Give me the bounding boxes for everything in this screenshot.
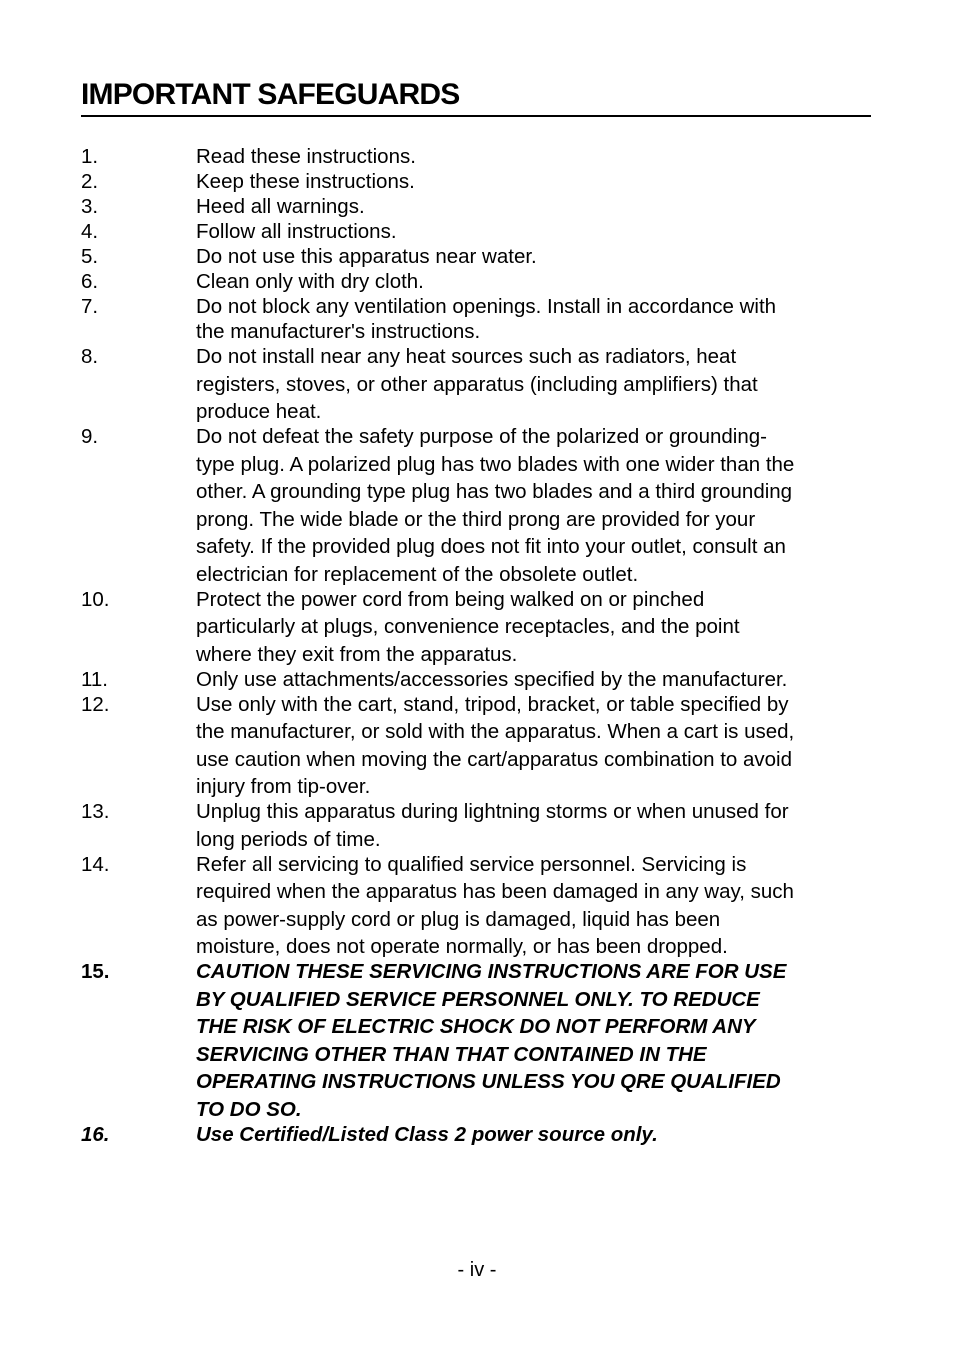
list-item xyxy=(81,692,871,800)
item-text: Unplug this apparatus during lightning storms or when unused for xyxy=(196,800,789,823)
item-text: type plug. A polarized plug has two blades with one wider than the xyxy=(196,452,795,476)
item-text: Use only with the cart, stand, tripod, bracket, or table specified by xyxy=(196,692,789,716)
item-number: 7. xyxy=(81,295,99,318)
list-item xyxy=(81,219,871,244)
list-item xyxy=(81,424,871,587)
item-text: Follow all instructions. xyxy=(196,220,397,243)
item-text: the manufacturer's instructions. xyxy=(196,320,481,343)
power-source-item xyxy=(81,1122,871,1147)
item-text: Clean only with dry cloth. xyxy=(196,270,424,293)
item-text: Do not defeat the safety purpose of the polarized or grounding- xyxy=(196,425,767,448)
item-text: particularly at plugs, convenience receptacles, and the point xyxy=(196,615,740,638)
list-item xyxy=(81,244,871,269)
item-text: SERVICING OTHER THAN THAT CONTAINED IN THE xyxy=(196,1042,707,1066)
item-text: use caution when moving the cart/apparatus combination to avoid xyxy=(196,747,793,771)
list-item xyxy=(81,667,871,692)
item-number: 4. xyxy=(81,220,99,243)
item-number: 5. xyxy=(81,245,99,268)
list-item xyxy=(81,344,871,424)
item-text: moisture, does not operate normally, or has been dropped. xyxy=(196,935,728,958)
page-number: - iv - xyxy=(457,1259,497,1281)
list-item xyxy=(81,144,871,169)
caution-item xyxy=(81,959,871,1122)
item-text: the manufacturer, or sold with the apparatus. When a cart is used, xyxy=(196,720,795,743)
item-text: injury from tip-over. xyxy=(196,775,371,798)
item-text: THE RISK OF ELECTRIC SHOCK DO NOT PERFORM ANY xyxy=(196,1015,756,1038)
item-number: 12. xyxy=(81,692,110,716)
item-text: Do not use this apparatus near water. xyxy=(196,245,537,268)
item-number: 8. xyxy=(81,345,99,368)
item-number: 2. xyxy=(81,170,99,193)
item-text: other. A grounding type plug has two blades and a third grounding xyxy=(196,480,793,503)
item-text: Use Certified/Listed Class 2 power source only. xyxy=(196,1122,658,1146)
item-number: 10. xyxy=(81,587,110,611)
item-text: where they exit from the apparatus. xyxy=(196,642,518,666)
page-title: IMPORTANT SAFEGUARDS xyxy=(81,78,871,117)
item-number: 11. xyxy=(81,667,108,691)
list-item xyxy=(81,269,871,294)
item-text: registers, stoves, or other apparatus (including amplifiers) that xyxy=(196,372,758,396)
safeguards-list xyxy=(81,144,871,1147)
item-text: electrician for replacement of the obsolete outlet. xyxy=(196,562,639,586)
item-text: CAUTION THESE SERVICING INSTRUCTIONS ARE FOR USE xyxy=(196,960,787,983)
item-number: 3. xyxy=(81,195,99,218)
item-text: required when the apparatus has been damaged in any way, such xyxy=(196,880,794,903)
item-text: prong. The wide blade or the third prong are provided for your xyxy=(196,507,756,531)
list-item xyxy=(81,799,871,852)
item-text: Keep these instructions. xyxy=(196,170,415,193)
item-text: Protect the power cord from being walked on or pinched xyxy=(196,587,705,611)
item-text: safety. If the provided plug does not fit into your outlet, consult an xyxy=(196,535,786,558)
item-text: long periods of time. xyxy=(196,827,381,851)
item-number: 16. xyxy=(81,1122,110,1146)
list-item xyxy=(81,294,871,344)
item-text: Refer all servicing to qualified service personnel. Servicing is xyxy=(196,852,747,876)
item-text: Only use attachments/accessories specified by the manufacturer. xyxy=(196,667,788,691)
item-text: Do not block any ventilation openings. Install in accordance with xyxy=(196,295,777,318)
item-text: produce heat. xyxy=(196,400,322,423)
item-text: BY QUALIFIED SERVICE PERSONNEL ONLY. TO REDUCE xyxy=(196,987,760,1011)
item-number: 6. xyxy=(81,270,99,293)
list-item xyxy=(81,852,871,960)
list-item xyxy=(81,587,871,667)
item-text: Heed all warnings. xyxy=(196,195,365,218)
item-number: 14. xyxy=(81,852,110,876)
list-item xyxy=(81,169,871,194)
list-item xyxy=(81,194,871,219)
item-text: as power-supply cord or plug is damaged, liquid has been xyxy=(196,907,721,931)
item-number: 1. xyxy=(81,145,99,168)
item-text: OPERATING INSTRUCTIONS UNLESS YOU QRE QUALIFIED xyxy=(196,1070,781,1093)
item-text: Do not install near any heat sources such as radiators, heat xyxy=(196,345,737,368)
item-number: 13. xyxy=(81,800,110,823)
item-text: Read these instructions. xyxy=(196,145,416,168)
item-text: TO DO SO. xyxy=(196,1097,302,1121)
item-number: 15. xyxy=(81,960,110,983)
item-number: 9. xyxy=(81,425,99,448)
